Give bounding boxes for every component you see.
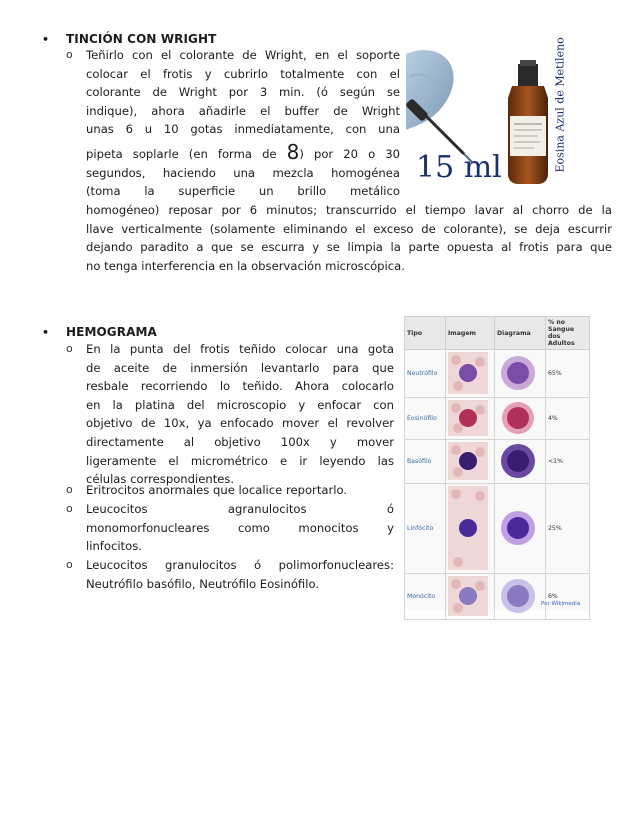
micrograph-icon xyxy=(448,352,488,394)
cell-micrograph xyxy=(446,440,495,484)
sub-bullet: o xyxy=(66,48,73,61)
text-line: dejando paradito a que se escurra y se limpia la parte opuesta al frotis para que xyxy=(86,240,612,255)
cell-diagram xyxy=(495,484,546,574)
cell-diagram-icon xyxy=(497,576,539,616)
text-line: Eritrocitos anormales que localice reportarlo. xyxy=(86,483,348,497)
cell-tipo: Neutrófilo xyxy=(405,350,446,398)
hemograma-item-1 xyxy=(66,340,394,489)
text-line: de aceite de inmersión levantarlo para que xyxy=(86,360,394,375)
section-title: HEMOGRAMA xyxy=(66,325,157,339)
col-header-imagem: Imagem xyxy=(446,317,495,350)
cell-tipo: Eosinófilo xyxy=(405,398,446,440)
text-line: no tenga interferencia en la observación microscópica. xyxy=(86,258,405,273)
cell-diagram xyxy=(495,574,546,620)
sub-bullet: o xyxy=(66,342,73,355)
cell-tipo: Basófilo xyxy=(405,440,446,484)
micrograph-icon xyxy=(448,576,488,616)
sub-bullet: o xyxy=(66,483,73,496)
cell-diagram xyxy=(495,350,546,398)
micrograph-icon xyxy=(448,442,488,480)
text-line: Teñirlo con el colorante de Wright, en el soporte xyxy=(86,48,400,62)
text-line: en la platina del microscopio y enfocar con xyxy=(86,397,394,412)
col-header-tipo: Tipo xyxy=(405,317,446,350)
text-line: células correspondientes. xyxy=(86,472,235,487)
hemograma-item-3 xyxy=(66,500,394,556)
text-line: homogéneo) reposar por 6 minutos; transcurrido el tiempo lavar al chorro de la xyxy=(86,203,612,217)
cell-micrograph xyxy=(446,350,495,398)
sub-bullet: o xyxy=(66,502,73,515)
text-line xyxy=(86,139,401,164)
tincion-paragraph-full xyxy=(86,201,612,275)
text-line: (toma la superficie un brillo metálico xyxy=(86,184,400,199)
tincion-paragraph-wrap xyxy=(66,46,401,201)
volume-label: 15 ml xyxy=(416,150,502,185)
text-line: colorante de Wright por 3 min. (ó según se xyxy=(86,85,400,100)
large-eight: 8 xyxy=(286,139,300,164)
text-line: llave verticalmente (solamente eliminando el exceso de colorante), se deja escurrir xyxy=(86,221,612,236)
cell-micrograph xyxy=(446,484,495,574)
image-credit: Por Wikimedia xyxy=(541,601,581,607)
table-row xyxy=(405,398,590,440)
text-line: resbale recorriendo lo teñido. Ahora colocarlo xyxy=(86,379,394,394)
text-line: Leucocitos granulocitos ó polimorfonucleares: xyxy=(86,558,394,572)
text-line: monomorfonucleares como monocitos y xyxy=(86,520,394,535)
sub-bullet: o xyxy=(66,558,73,571)
text-line: colocar el frotis y cubrirlo totalmente con el xyxy=(86,66,400,81)
table-row xyxy=(405,574,590,620)
table-row xyxy=(405,440,590,484)
text-line: segundos, haciendo una mezcla homogénea xyxy=(86,165,400,180)
text-line: ligeramente el micrométrico e ir leyendo las xyxy=(86,453,394,468)
cell-diagram-icon xyxy=(497,400,539,436)
cell-diagram-icon xyxy=(497,352,539,394)
text-line: linfocitos. xyxy=(86,539,142,554)
text-line: objetivo de 10x, ya enfocado mover el revolver xyxy=(86,416,394,431)
text-line: Neutrófilo basófilo, Neutrófilo Eosinófilo. xyxy=(86,576,320,591)
col-header-percent: % no Sangue dos Adultos xyxy=(546,317,590,350)
leukocyte-table-image xyxy=(404,316,590,610)
micrograph-icon xyxy=(448,486,488,570)
bottle-label: Eosina Azul de Metileno xyxy=(553,37,567,173)
cell-diagram-icon xyxy=(497,486,539,570)
hemograma-item-2 xyxy=(66,481,394,500)
micrograph-icon xyxy=(448,400,488,436)
cell-diagram-icon xyxy=(497,442,539,480)
text-line: En la punta del frotis teñido colocar una gota xyxy=(86,342,394,356)
cell-percent: 65% xyxy=(546,350,590,398)
cell-micrograph xyxy=(446,574,495,620)
table-row xyxy=(405,484,590,574)
bullet: • xyxy=(42,33,50,46)
hemograma-item-4 xyxy=(66,556,394,593)
leukocyte-table xyxy=(404,316,590,620)
cell-percent: 4% xyxy=(546,398,590,440)
text-line: Leucocitos agranulocitos ó xyxy=(86,502,394,516)
section-heading-hemograma xyxy=(42,325,157,339)
cell-micrograph xyxy=(446,398,495,440)
stain-photo xyxy=(406,37,606,194)
cell-diagram xyxy=(495,440,546,484)
cell-tipo: Monócito xyxy=(405,574,446,620)
table-row xyxy=(405,350,590,398)
cell-percent: 6% xyxy=(546,574,590,620)
text-fragment: pipeta soplarle (en forma de xyxy=(86,146,277,161)
bullet: • xyxy=(42,326,50,339)
text-line: indique), ahora añadirle el buffer de Wright xyxy=(86,103,400,118)
cell-percent: <1% xyxy=(546,440,590,484)
col-header-diagrama: Diagrama xyxy=(495,317,546,350)
text-fragment: ) por 20 o 30 xyxy=(299,146,401,161)
text-line: unas 6 u 10 gotas inmediatamente, con una xyxy=(86,122,400,137)
table-header-row xyxy=(405,317,590,350)
cell-tipo: Linfócito xyxy=(405,484,446,574)
cell-diagram xyxy=(495,398,546,440)
section-heading-tincion xyxy=(42,32,216,46)
section-title: TINCIÓN CON WRIGHT xyxy=(66,32,217,46)
text-line: directamente al objetivo 100x y mover xyxy=(86,434,394,449)
cell-percent: 25% xyxy=(546,484,590,574)
